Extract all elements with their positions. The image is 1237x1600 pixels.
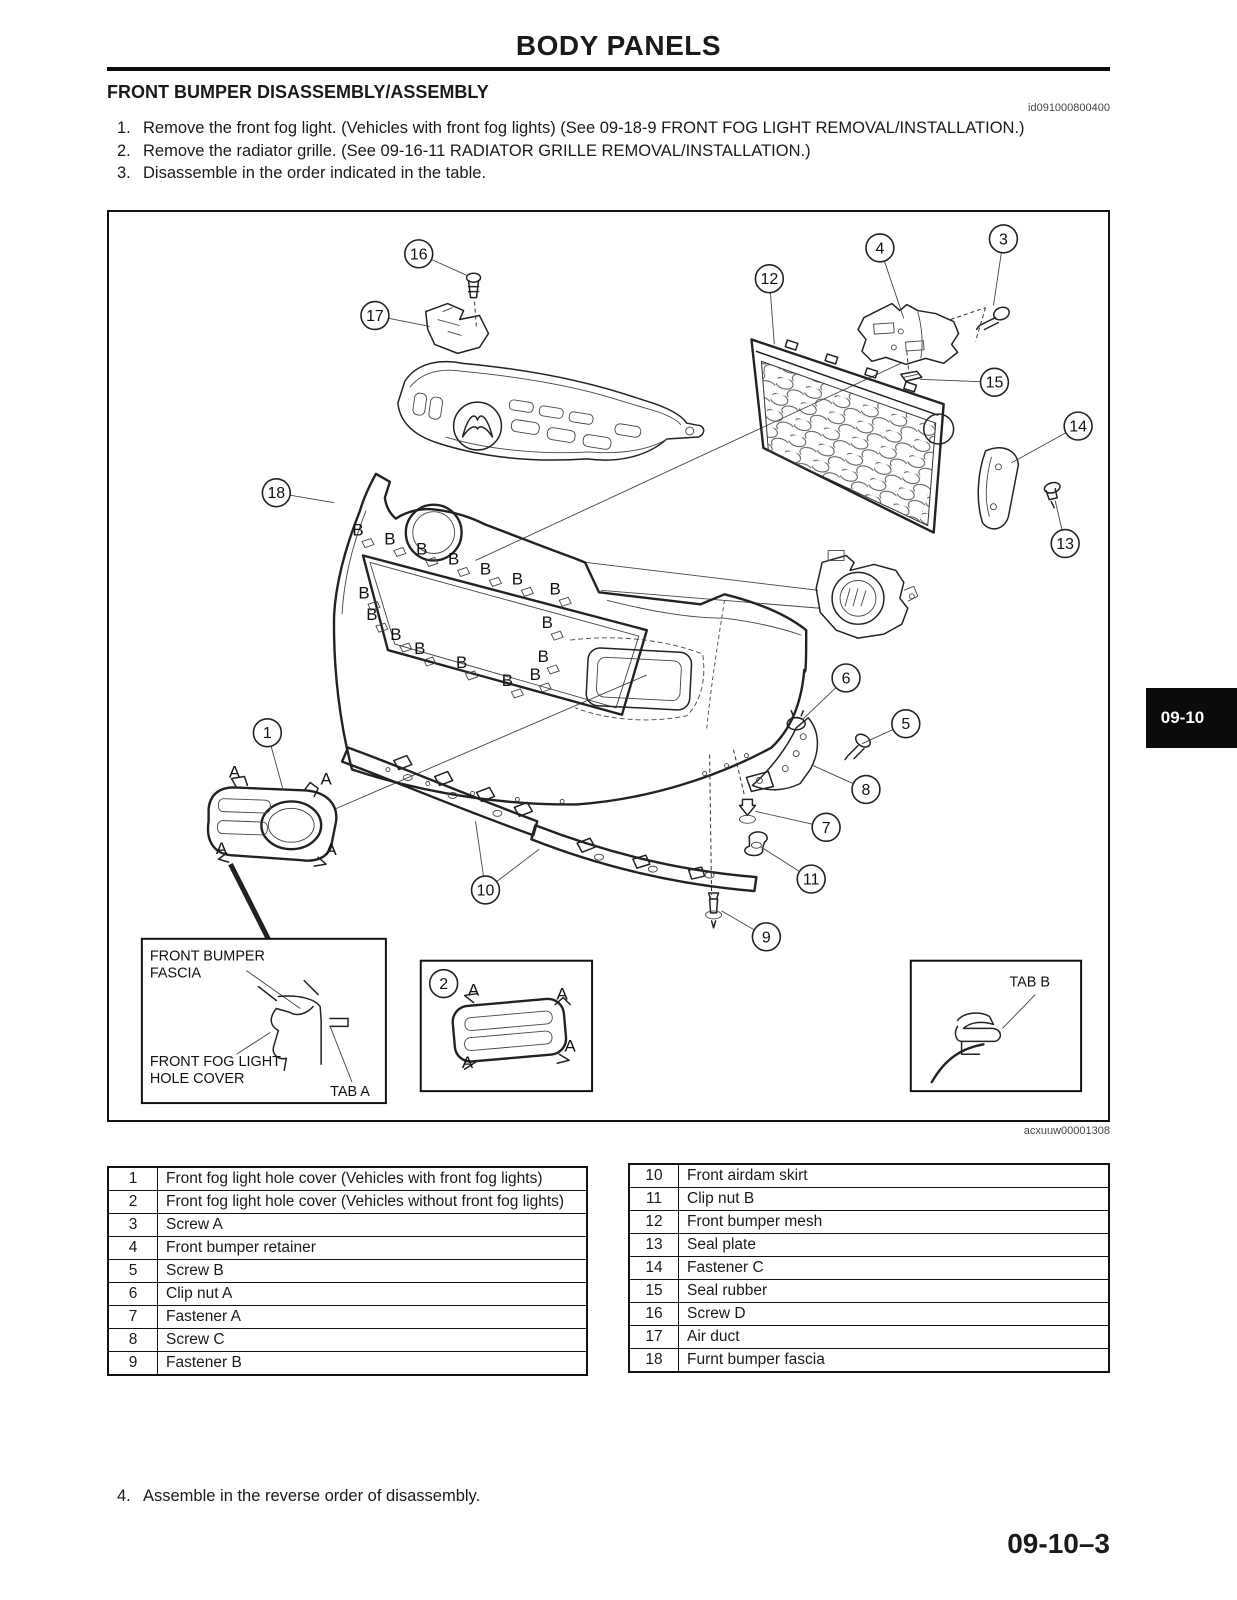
marker-a [565, 1036, 577, 1055]
fastener-b-part [706, 893, 722, 928]
step-2 [117, 141, 1057, 163]
clip-glyph [362, 539, 374, 548]
callout-leader [920, 379, 981, 381]
callout-number: 16 [409, 246, 428, 264]
step-1 [117, 118, 1057, 140]
step-number: 4. [117, 1487, 131, 1505]
callout-number: 5 [901, 716, 911, 734]
part-name-cell: Air duct [679, 1326, 1110, 1349]
marker-letter: B [541, 613, 553, 633]
callout-18 [262, 479, 334, 507]
seal-rubber-part [901, 371, 922, 381]
table-row [108, 1283, 587, 1306]
marker-a [216, 839, 228, 858]
table-row [629, 1234, 1109, 1257]
callout-number: 2 [439, 976, 449, 994]
inset1-tab-a-label: TAB A [330, 1084, 370, 1101]
callout-9 [722, 911, 781, 951]
marker-letter: B [384, 529, 396, 549]
callout-number: 8 [861, 781, 871, 799]
part-number-cell: 14 [629, 1257, 679, 1280]
step-number: 2. [117, 141, 131, 160]
marker-a [320, 769, 332, 788]
marker-b [456, 653, 478, 680]
table-row [108, 1260, 587, 1283]
part-number-cell: 11 [629, 1188, 679, 1211]
callout-leader [802, 688, 836, 720]
fastener-c-part [1043, 481, 1061, 508]
table-row [108, 1306, 587, 1329]
inset-tab-b [911, 961, 1081, 1091]
screw-a-part [977, 305, 1012, 329]
fog-light-assembly [816, 551, 918, 639]
callout-1 [253, 719, 283, 791]
exploded-view-diagram [107, 210, 1110, 1122]
marker-b [550, 579, 572, 606]
header-rule [107, 67, 1110, 71]
callout-number: 4 [875, 240, 885, 258]
marker-a [325, 840, 337, 859]
clip-glyph [394, 548, 406, 557]
part-number-cell: 2 [108, 1191, 158, 1214]
table-row [629, 1326, 1109, 1349]
part-number-cell: 17 [629, 1326, 679, 1349]
clip-glyph [511, 689, 523, 698]
part-name-cell: Fastener C [679, 1257, 1110, 1280]
marker-letter: B [366, 605, 378, 625]
fastener-a-part [739, 799, 755, 823]
marker-letter: B [352, 520, 364, 540]
callout-7 [755, 811, 840, 841]
part-name-cell: Fastener A [158, 1306, 588, 1329]
callout-4 [866, 234, 904, 319]
marker-b [384, 530, 406, 557]
screw-b-part [845, 732, 873, 760]
part-name-cell: Screw B [158, 1260, 588, 1283]
marker-b [542, 613, 564, 640]
inset1-label-line1: FRONT BUMPER [149, 948, 265, 965]
clip-glyph [559, 597, 571, 606]
marker-letter: B [537, 647, 549, 667]
clip-glyph [458, 567, 470, 576]
callout-number: 3 [998, 231, 1008, 249]
callout-number: 15 [985, 374, 1004, 392]
marker-letter: B [529, 664, 541, 684]
part-name-cell: Front bumper retainer [158, 1237, 588, 1260]
table-row [629, 1280, 1109, 1303]
callout-number: 10 [476, 882, 495, 900]
callout-number: 11 [802, 871, 820, 889]
marker-letter: A [564, 1036, 576, 1056]
step-number: 3. [117, 164, 131, 182]
step-text: Assemble in the reverse order of disassembly. [143, 1487, 481, 1505]
front-bumper-mesh-part [751, 339, 953, 532]
part-name-cell: Clip nut B [679, 1188, 1110, 1211]
callout-2 [430, 970, 458, 998]
part-name-cell: Seal plate [679, 1234, 1110, 1257]
callout-8 [813, 766, 880, 804]
callout-number: 1 [262, 725, 272, 743]
marker-letter: B [390, 625, 402, 645]
table-row [108, 1352, 587, 1376]
clip-nut-b-part [745, 832, 767, 856]
callout-16 [405, 240, 468, 276]
step-text: Remove the radiator grille. (See 09-16-11 RADIATOR GRILLE REMOVAL/INSTALLATION.) [143, 141, 811, 160]
marker-a [468, 981, 480, 1000]
callout-leader [1055, 501, 1062, 530]
marker-letter: A [325, 840, 337, 860]
inset1-label-line4: HOLE COVER [149, 1071, 245, 1088]
part-number-cell: 18 [629, 1349, 679, 1373]
page-number: 09-10–3 [1007, 1528, 1110, 1559]
table-row [629, 1188, 1109, 1211]
inset1-label-line2: FASCIA [149, 965, 202, 982]
marker-letter: A [556, 984, 568, 1004]
marker-a [462, 1053, 474, 1072]
marker-a [229, 763, 241, 782]
callout-leader [722, 911, 755, 930]
clip-glyph [551, 631, 563, 640]
marker-a [557, 985, 569, 1004]
callout-leader [389, 318, 430, 326]
part-name-cell: Seal rubber [679, 1280, 1110, 1303]
marker-letter: A [215, 839, 228, 859]
part-name-cell: Front fog light hole cover (Vehicles without front fog lights) [158, 1191, 588, 1214]
figure-id: acxuuw00001308 [1023, 1125, 1110, 1137]
callouts [253, 225, 1092, 998]
part-name-cell: Fastener B [158, 1352, 588, 1376]
inset-fascia-section [142, 939, 386, 1103]
part-number-cell: 6 [108, 1283, 158, 1306]
callout-number: 17 [366, 308, 384, 326]
callout-leader [770, 293, 774, 345]
screw-d-part [467, 273, 481, 297]
callout-3 [989, 225, 1017, 306]
callout-17 [361, 302, 430, 330]
marker-letter: B [549, 579, 561, 599]
callout-leader [271, 746, 283, 790]
callout-leader [813, 766, 853, 784]
callout-number: 13 [1056, 536, 1075, 554]
clip-glyph [489, 577, 501, 586]
part-number-cell: 9 [108, 1352, 158, 1376]
section-tab-badge: 09-10 [1146, 688, 1237, 748]
callout-number: 6 [841, 670, 851, 688]
part-number-cell: 8 [108, 1329, 158, 1352]
part-name-cell: Furnt bumper fascia [679, 1349, 1110, 1373]
part-number-cell: 1 [108, 1167, 158, 1191]
table-row [629, 1303, 1109, 1326]
marker-b [512, 569, 534, 596]
part-name-cell: Screw D [679, 1303, 1110, 1326]
table-row [108, 1191, 587, 1214]
step-number: 1. [117, 119, 131, 137]
callout-leader [290, 495, 334, 503]
part-number-cell: 10 [629, 1164, 679, 1188]
fog-light-hole-cover-part [208, 777, 336, 959]
callout-12 [755, 265, 783, 345]
marker-b [480, 559, 502, 586]
parts-table-left [107, 1166, 588, 1376]
callout-leader [993, 253, 1001, 306]
table-row [108, 1167, 587, 1191]
table-row [108, 1237, 587, 1260]
callout-leader [761, 847, 799, 871]
marker-letter: B [447, 549, 460, 569]
inset3-tab-b-label: TAB B [1009, 974, 1051, 991]
marker-letter: A [320, 769, 332, 789]
callout-number: 12 [760, 271, 779, 289]
table-row [629, 1211, 1109, 1234]
callout-6 [802, 664, 860, 720]
marker-letter: A [461, 1053, 474, 1073]
part-number-cell: 12 [629, 1211, 679, 1234]
front-bumper-retainer-part [858, 304, 959, 365]
step-3 [117, 163, 1057, 185]
callout-15 [920, 368, 1009, 396]
part-name-cell: Front airdam skirt [679, 1164, 1110, 1188]
callout-leader [755, 811, 812, 824]
marker-letter: B [479, 559, 492, 579]
part-number-cell: 13 [629, 1234, 679, 1257]
callout-leader [497, 849, 540, 881]
marker-b [502, 671, 524, 698]
part-number-cell: 4 [108, 1237, 158, 1260]
part-name-cell: Front bumper mesh [679, 1211, 1110, 1234]
step-text: Disassemble in the order indicated in the table. [143, 164, 487, 182]
table-row [108, 1329, 587, 1352]
front-bumper-fascia-part [334, 474, 806, 805]
inset1-label-line3: FRONT FOG LIGHT [149, 1054, 282, 1071]
doc-id: id091000800400 [1028, 102, 1110, 114]
part-number-cell: 5 [108, 1260, 158, 1283]
radiator-grille-part [398, 362, 704, 460]
part-name-cell: Clip nut A [158, 1283, 588, 1306]
clip-glyph [547, 665, 559, 674]
callout-leader [431, 260, 467, 276]
part-number-cell: 3 [108, 1214, 158, 1237]
callout-5 [862, 710, 920, 744]
marker-letter: A [228, 762, 241, 782]
table-row [629, 1349, 1109, 1373]
callout-14 [1011, 412, 1092, 463]
part-name-cell: Screw A [158, 1214, 588, 1237]
marker-b [448, 549, 470, 576]
marker-letter: B [358, 583, 370, 603]
callout-number: 14 [1069, 418, 1087, 436]
part-name-cell: Front fog light hole cover (Vehicles with front fog lights) [158, 1167, 588, 1191]
callout-leader [476, 821, 484, 876]
table-row [629, 1257, 1109, 1280]
final-step [117, 1487, 480, 1506]
callout-leader [1011, 433, 1066, 463]
step-text: Remove the front fog light. (Vehicles with front fog lights) (See 09-18-9 FRONT FOG LIGHT REMOVAL/INSTALLATION.) [143, 119, 1025, 137]
procedure-steps [117, 118, 1057, 186]
seal-plate-part [978, 448, 1018, 529]
table-row [108, 1214, 587, 1237]
parts-table-right [628, 1163, 1110, 1373]
page-title: BODY PANELS [515, 30, 722, 61]
callout-number: 18 [267, 485, 286, 503]
marker-letter: A [467, 980, 480, 1000]
callout-13 [1051, 501, 1079, 558]
callout-number: 7 [821, 819, 831, 837]
marker-b [416, 539, 438, 566]
marker-letter: B [501, 670, 514, 690]
section-title: FRONT BUMPER DISASSEMBLY/ASSEMBLY [107, 82, 489, 102]
part-number-cell: 15 [629, 1280, 679, 1303]
part-name-cell: Screw C [158, 1329, 588, 1352]
clip-glyph [521, 587, 533, 596]
front-airdam-skirt-part [342, 748, 756, 891]
table-row [629, 1164, 1109, 1188]
marker-letter: B [511, 569, 524, 589]
marker-letter: B [414, 639, 426, 659]
marker-letter: B [455, 652, 468, 672]
marker-b [352, 521, 374, 548]
part-number-cell: 7 [108, 1306, 158, 1329]
callout-number: 9 [761, 929, 771, 947]
marker-letter: B [416, 539, 428, 559]
air-duct-part [426, 304, 489, 354]
callout-11 [761, 847, 825, 893]
front-bumper-exploded-drawing [109, 212, 1108, 1120]
part-number-cell: 16 [629, 1303, 679, 1326]
callout-leader [884, 261, 903, 318]
